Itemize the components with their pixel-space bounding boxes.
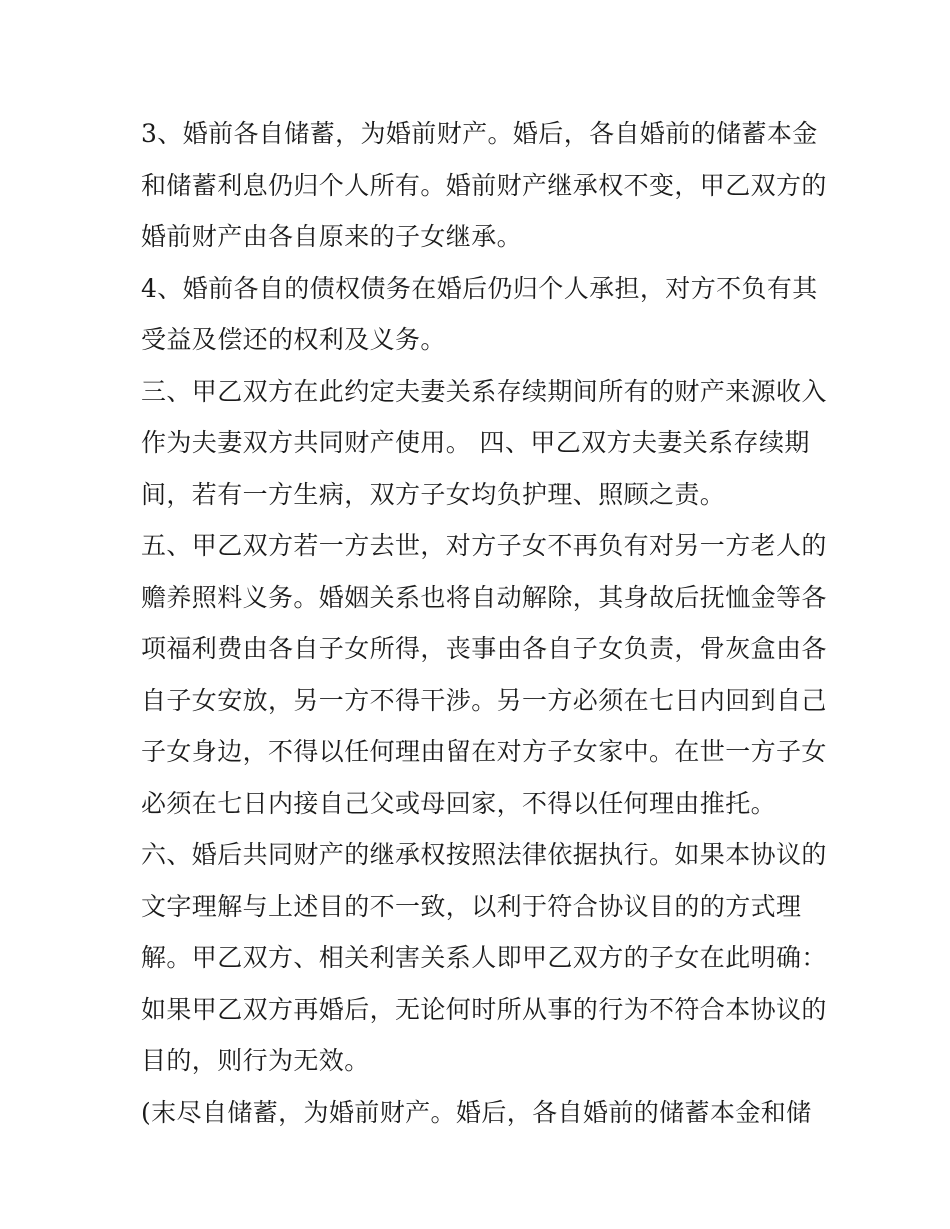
text-line: 间，若有一方生病，双方子女均负护理、照顾之责。 — [141, 479, 726, 509]
text-line: (末尽自储蓄，为婚前财产。婚后，各自婚前的储蓄本金和储 — [141, 1097, 812, 1127]
document-body — [141, 108, 827, 1138]
text-line: 项福利费由各自子女所得，丧事由各自子女负责，骨灰盒由各 — [141, 634, 827, 663]
text-line: 婚前财产由各自原来的子女继承。 — [141, 222, 523, 251]
text-line: 自子女安放，另一方不得干涉。另一方必须在七日内回到自己 — [141, 685, 827, 715]
text-line: 六、婚后共同财产的继承权按照法律依据执行。如果本协议的 — [141, 840, 827, 869]
text-line: 解。甲乙双方、相关利害关系人即甲乙双方的子女在此明确： — [141, 943, 827, 972]
text-line: 赡养照料义务。婚姻关系也将自动解除，其身故后抚恤金等各 — [141, 582, 827, 612]
text-line: 作为夫妻双方共同财产使用。 四、甲乙双方夫妻关系存续期 — [141, 428, 810, 457]
text-line: 子女身边，不得以任何理由留在对方子女家中。在世一方子女 — [141, 737, 827, 766]
text-line: 4、婚前各自的债权债务在婚后仍归个人承担，对方不负有其 — [141, 273, 818, 303]
text-line: 文字理解与上述目的不一致，以利于符合协议目的的方式理 — [141, 891, 802, 921]
text-line: 和储蓄利息仍归个人所有。婚前财产继承权不变，甲乙双方的 — [141, 170, 827, 200]
text-line: 必须在七日内接自己父或母回家，不得以任何理由推托。 — [141, 788, 777, 818]
text-line: 受益及偿还的权利及义务。 — [141, 325, 446, 354]
text-line: 如果甲乙双方再婚后，无论何时所从事的行为不符合本协议的 — [141, 994, 827, 1024]
text-line: 三、甲乙双方在此约定夫妻关系存续期间所有的财产来源收入 — [141, 376, 827, 406]
text-line: 3、婚前各自储蓄，为婚前财产。婚后，各自婚前的储蓄本金 — [141, 119, 818, 148]
text-line: 目的，则行为无效。 — [141, 1046, 370, 1075]
text-line: 五、甲乙双方若一方去世，对方子女不再负有对另一方老人的 — [141, 531, 827, 560]
